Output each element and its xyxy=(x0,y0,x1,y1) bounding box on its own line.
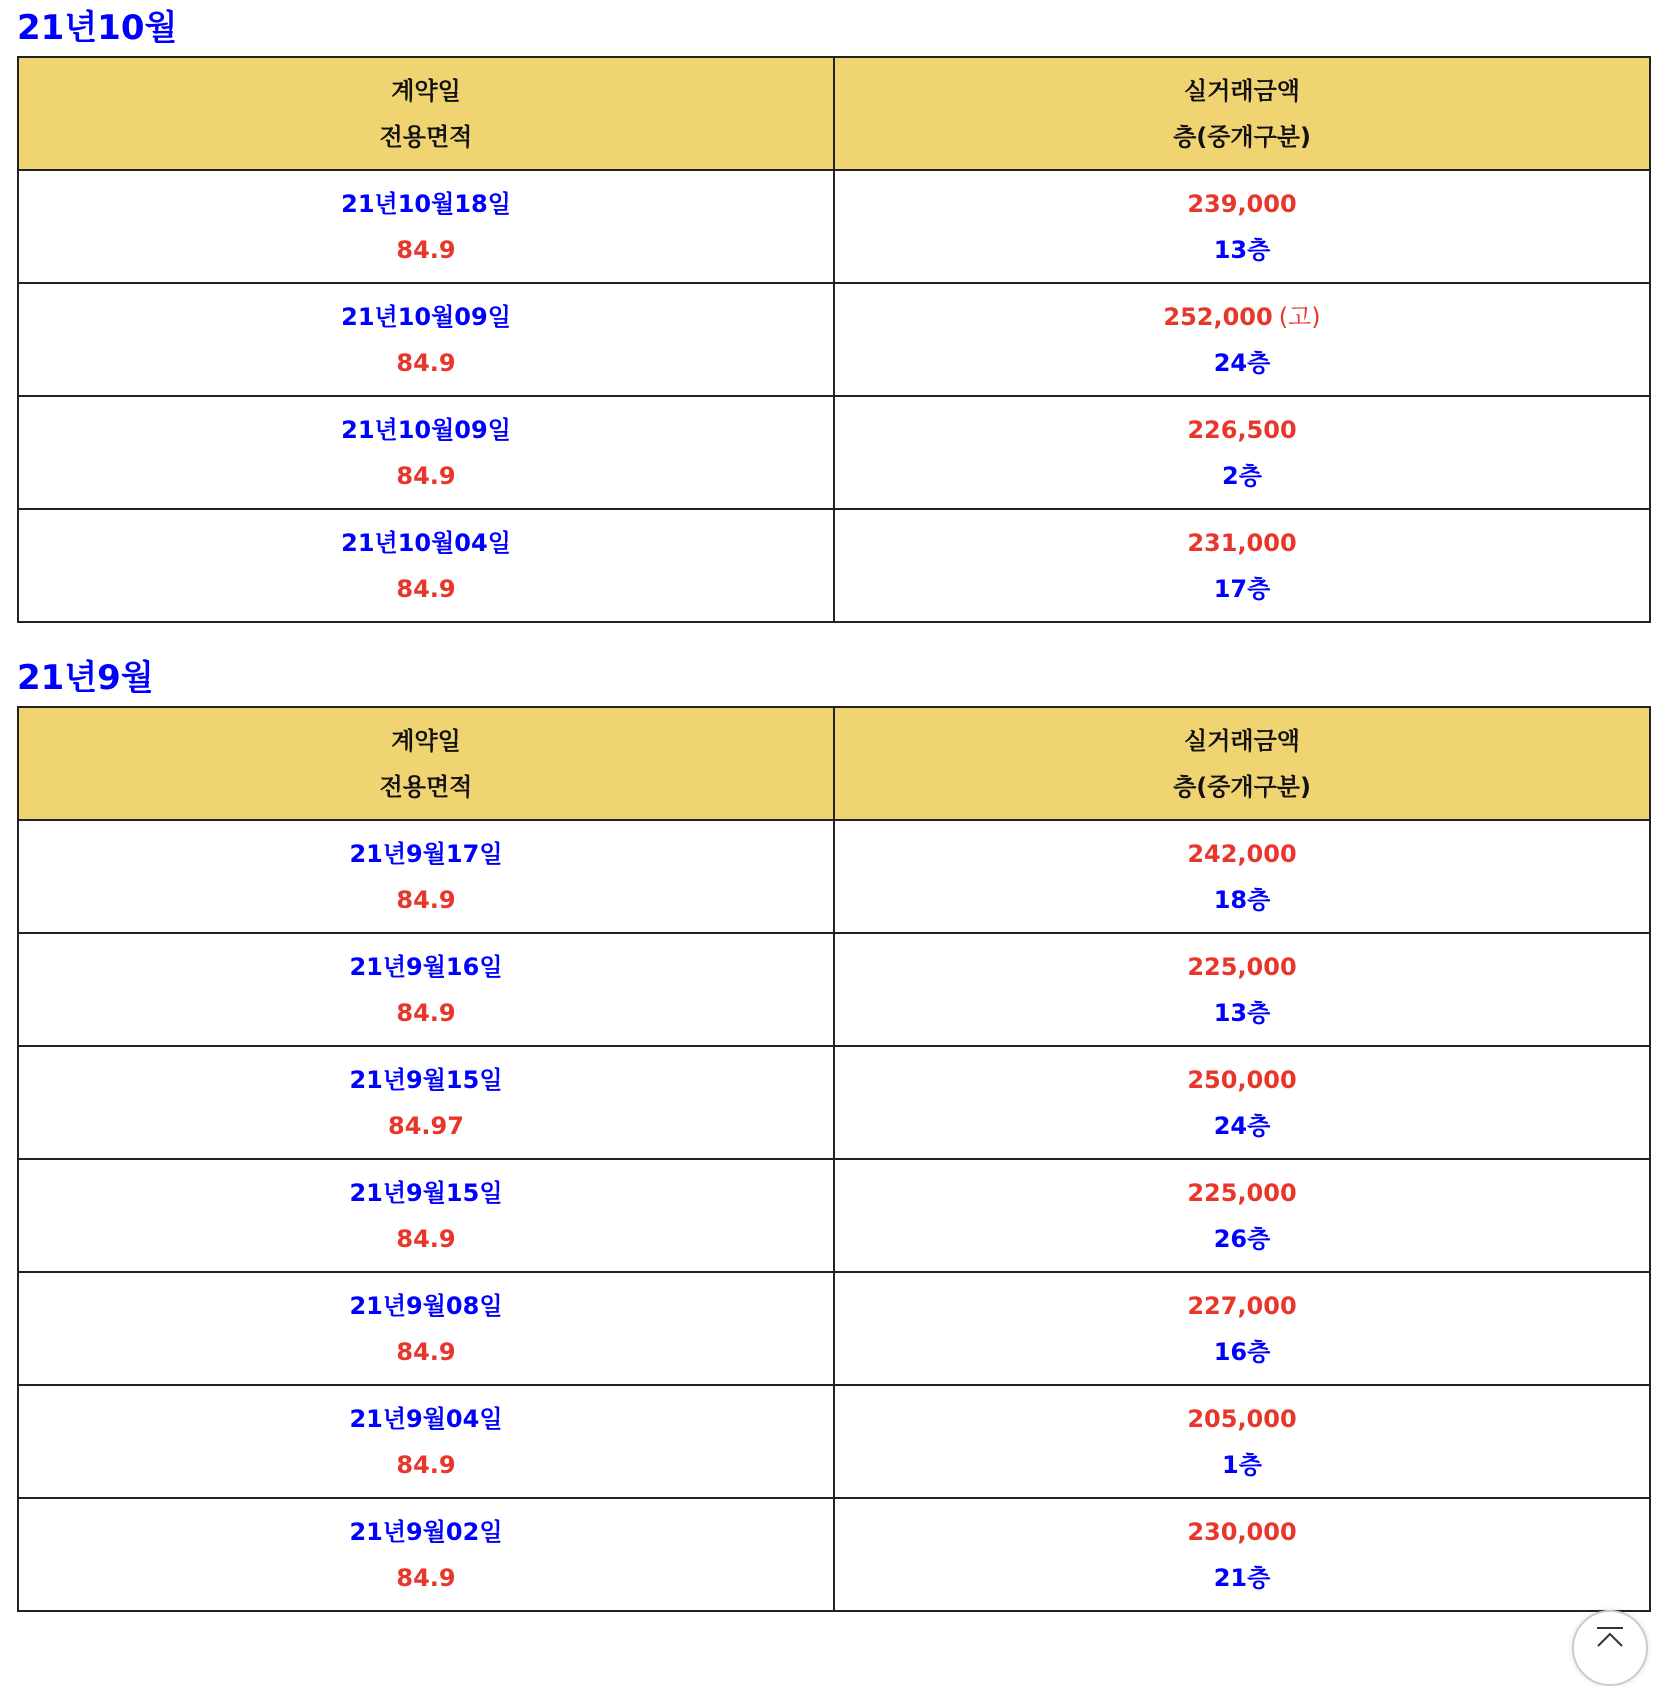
date-area-cell xyxy=(18,933,834,1046)
contract-date: 21년9월17일 xyxy=(349,839,503,868)
table-row xyxy=(18,933,1650,1046)
price-line xyxy=(835,520,1649,566)
table-row xyxy=(18,396,1650,509)
table-row xyxy=(18,1159,1650,1272)
exclusive-area: 84.97 xyxy=(388,1111,464,1140)
table-row xyxy=(18,1046,1650,1159)
floor: 24층 xyxy=(1213,348,1271,377)
transactions-table xyxy=(17,706,1651,1612)
price: 225,000 xyxy=(1187,952,1297,981)
header-contract-date: 계약일 xyxy=(391,76,461,105)
exclusive-area: 84.9 xyxy=(396,574,456,603)
price-line xyxy=(835,1057,1649,1103)
price: 225,000 xyxy=(1187,1178,1297,1207)
date-area-cell xyxy=(18,820,834,933)
price-line xyxy=(835,1170,1649,1216)
contract-date: 21년9월15일 xyxy=(349,1065,503,1094)
exclusive-area: 84.9 xyxy=(396,885,456,914)
price: 205,000 xyxy=(1187,1404,1297,1433)
exclusive-area: 84.9 xyxy=(396,998,456,1027)
price: 242,000 xyxy=(1187,839,1297,868)
date-area-cell xyxy=(18,1498,834,1611)
exclusive-area: 84.9 xyxy=(396,1563,456,1592)
floor: 18층 xyxy=(1213,885,1271,914)
transaction-type-mark: (고) xyxy=(1278,302,1321,331)
transactions-table xyxy=(17,56,1651,623)
header-date-area xyxy=(18,707,834,820)
price: 239,000 xyxy=(1187,189,1297,218)
price-floor-cell xyxy=(834,170,1650,283)
table-row xyxy=(18,509,1650,622)
scroll-to-top-icon xyxy=(1594,1612,1626,1652)
date-area-cell xyxy=(18,1272,834,1385)
date-area-cell xyxy=(18,170,834,283)
table-header-row xyxy=(18,707,1650,820)
header-exclusive-area: 전용면적 xyxy=(379,772,473,801)
price-line xyxy=(835,294,1649,340)
floor: 13층 xyxy=(1213,998,1271,1027)
price-line xyxy=(835,831,1649,877)
header-price: 실거래금액 xyxy=(1184,76,1300,105)
exclusive-area: 84.9 xyxy=(396,1450,456,1479)
scroll-to-top-button[interactable] xyxy=(1572,1610,1648,1686)
price-floor-cell xyxy=(834,1385,1650,1498)
date-area-cell xyxy=(18,1159,834,1272)
table-row xyxy=(18,170,1650,283)
date-area-cell xyxy=(18,509,834,622)
table-row xyxy=(18,1498,1650,1611)
price-floor-cell xyxy=(834,1159,1650,1272)
header-floor: 층(중개구분) xyxy=(1173,772,1311,801)
header-date-area xyxy=(18,57,834,170)
price-line xyxy=(835,944,1649,990)
floor: 17층 xyxy=(1213,574,1271,603)
exclusive-area: 84.9 xyxy=(396,348,456,377)
floor: 13층 xyxy=(1213,235,1271,264)
contract-date: 21년9월15일 xyxy=(349,1178,503,1207)
header-price: 실거래금액 xyxy=(1184,726,1300,755)
price-floor-cell xyxy=(834,1272,1650,1385)
price: 230,000 xyxy=(1187,1517,1297,1546)
price: 250,000 xyxy=(1187,1065,1297,1094)
date-area-cell xyxy=(18,283,834,396)
contract-date: 21년10월09일 xyxy=(341,302,511,331)
exclusive-area: 84.9 xyxy=(396,461,456,490)
floor: 21층 xyxy=(1213,1563,1271,1592)
price-floor-cell xyxy=(834,1498,1650,1611)
header-floor: 층(중개구분) xyxy=(1173,122,1311,151)
price-floor-cell xyxy=(834,1046,1650,1159)
price-floor-cell xyxy=(834,283,1650,396)
price-line xyxy=(835,407,1649,453)
price-floor-cell xyxy=(834,933,1650,1046)
exclusive-area: 84.9 xyxy=(396,1337,456,1366)
header-contract-date: 계약일 xyxy=(391,726,461,755)
date-area-cell xyxy=(18,1046,834,1159)
price: 231,000 xyxy=(1187,528,1297,557)
contract-date: 21년10월04일 xyxy=(341,528,511,557)
header-exclusive-area: 전용면적 xyxy=(379,122,473,151)
date-area-cell xyxy=(18,1385,834,1498)
floor: 1층 xyxy=(1222,1450,1262,1479)
contract-date: 21년10월18일 xyxy=(341,189,511,218)
floor: 2층 xyxy=(1222,461,1262,490)
date-area-cell xyxy=(18,396,834,509)
header-price-floor xyxy=(834,707,1650,820)
price: 227,000 xyxy=(1187,1291,1297,1320)
table-row xyxy=(18,1385,1650,1498)
floor: 24층 xyxy=(1213,1111,1271,1140)
floor: 16층 xyxy=(1213,1337,1271,1366)
section-title: 21년10월 xyxy=(17,8,178,48)
table-row xyxy=(18,820,1650,933)
section-title: 21년9월 xyxy=(17,658,154,698)
header-price-floor xyxy=(834,57,1650,170)
contract-date: 21년9월02일 xyxy=(349,1517,503,1546)
price: 226,500 xyxy=(1187,415,1297,444)
contract-date: 21년9월08일 xyxy=(349,1291,503,1320)
floor: 26층 xyxy=(1213,1224,1271,1253)
price-line xyxy=(835,1509,1649,1555)
contract-date: 21년9월04일 xyxy=(349,1404,503,1433)
exclusive-area: 84.9 xyxy=(396,235,456,264)
exclusive-area: 84.9 xyxy=(396,1224,456,1253)
table-row xyxy=(18,283,1650,396)
contract-date: 21년10월09일 xyxy=(341,415,511,444)
price-floor-cell xyxy=(834,509,1650,622)
price-floor-cell xyxy=(834,820,1650,933)
price-line xyxy=(835,181,1649,227)
price-line xyxy=(835,1396,1649,1442)
contract-date: 21년9월16일 xyxy=(349,952,503,981)
price-line xyxy=(835,1283,1649,1329)
price-floor-cell xyxy=(834,396,1650,509)
price: 252,000 xyxy=(1163,302,1273,331)
table-header-row xyxy=(18,57,1650,170)
table-row xyxy=(18,1272,1650,1385)
